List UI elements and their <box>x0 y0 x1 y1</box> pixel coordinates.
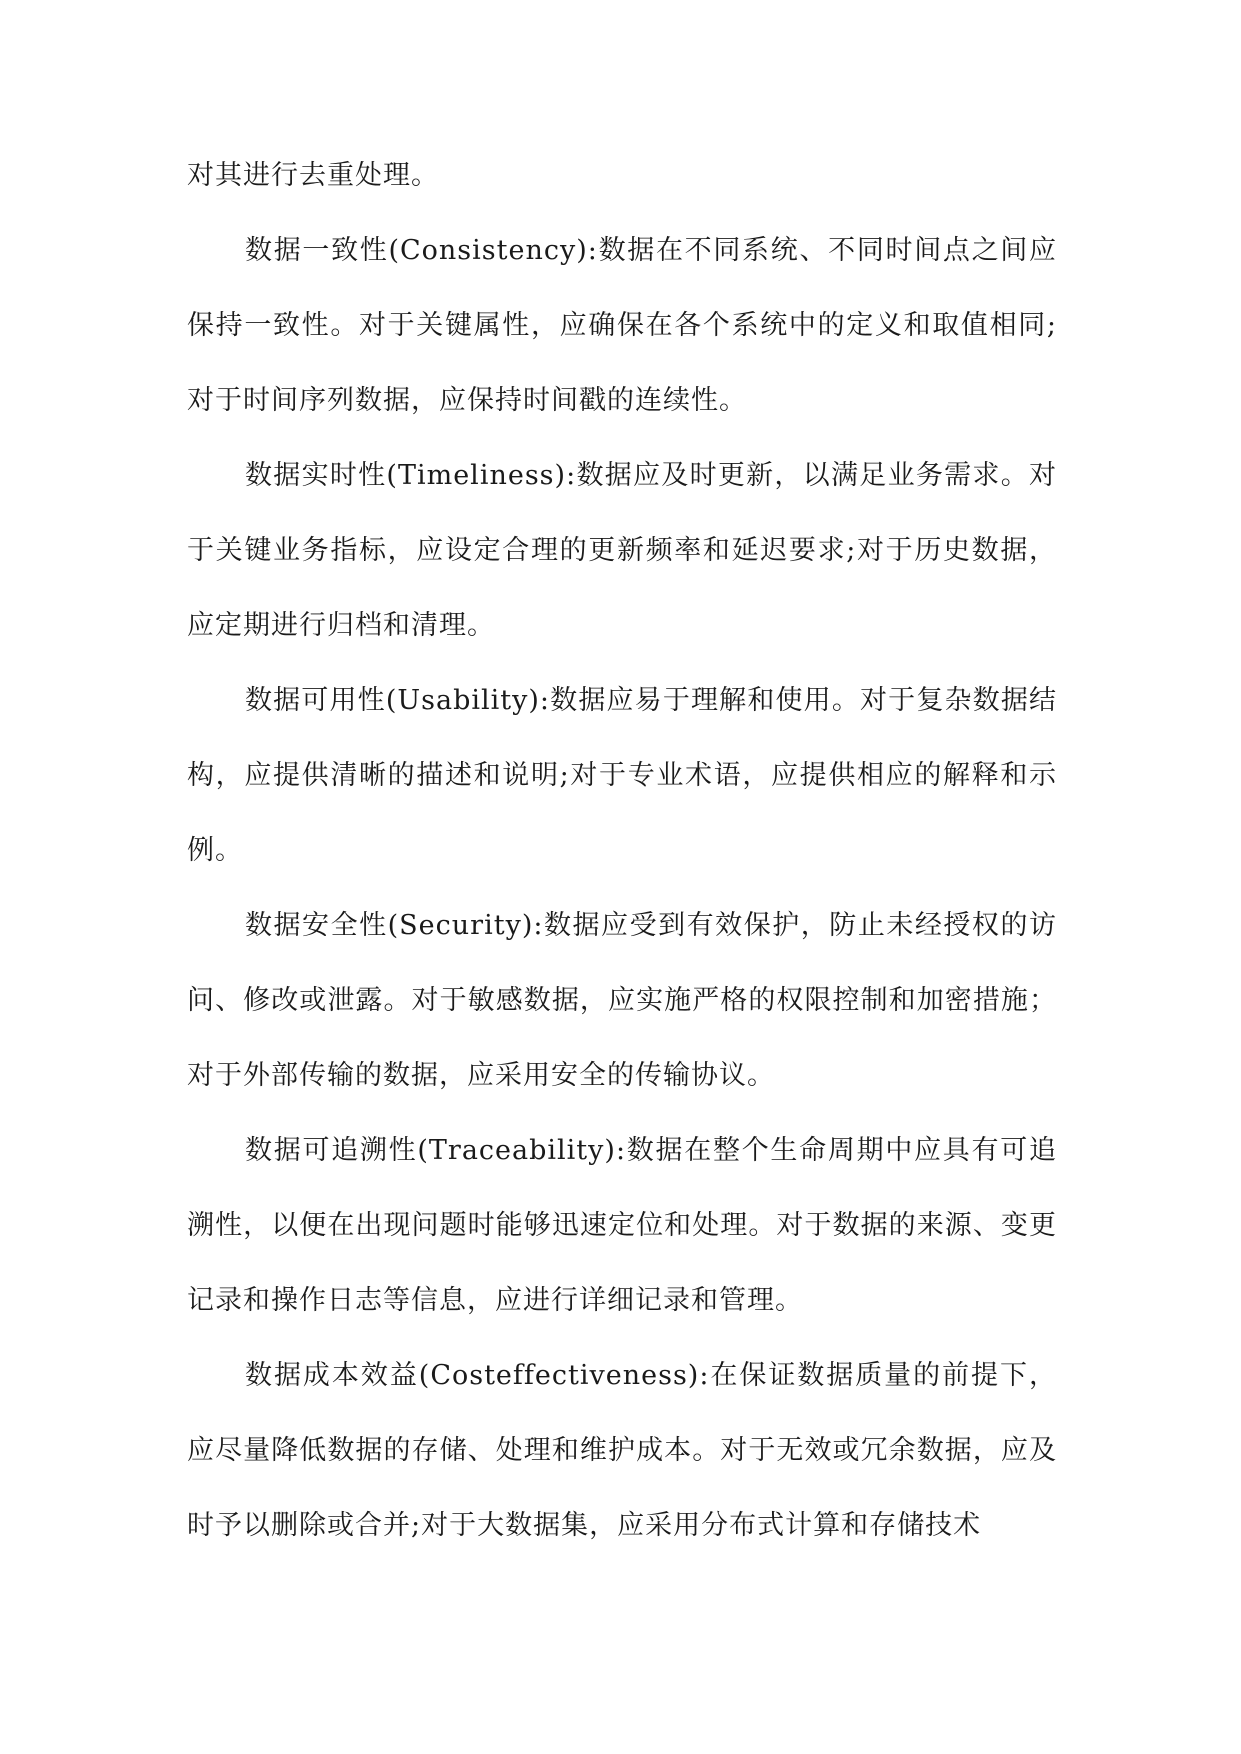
paragraph-timeliness: 数据实时性(Timeliness):数据应及时更新，以满足业务需求。对于关键业务指标，应设定合理的更新频率和延迟要求;对于历史数据，应定期进行归档和清理。 <box>187 460 1057 641</box>
paragraph-traceability: 数据可追溯性(Traceability):数据在整个生命周期中应具有可追溯性，以便在出现问题时能够迅速定位和处理。对于数据的来源、变更记录和操作日志等信息，应进行详细记录和管理。 <box>187 1135 1057 1316</box>
paragraph-consistency: 数据一致性(Consistency):数据在不同系统、不同时间点之间应保持一致性。对于关键属性，应确保在各个系统中的定义和取值相同;对于时间序列数据，应保持时间戳的连续性。 <box>187 235 1057 416</box>
document-body <box>187 138 1057 1563</box>
paragraph-continuation: 对其进行去重处理。 <box>187 160 439 191</box>
paragraph-usability: 数据可用性(Usability):数据应易于理解和使用。对于复杂数据结构，应提供清晰的描述和说明;对于专业术语，应提供相应的解释和示例。 <box>187 685 1057 866</box>
paragraph-security: 数据安全性(Security):数据应受到有效保护，防止未经授权的访问、修改或泄露。对于敏感数据，应实施严格的权限控制和加密措施；对于外部传输的数据，应采用安全的传输协议。 <box>187 910 1057 1091</box>
paragraph-cost-effectiveness: 数据成本效益(Costeffectiveness):在保证数据质量的前提下，应尽量降低数据的存储、处理和维护成本。对于无效或冗余数据，应及时予以删除或合并;对于大数据集，应采用分布式计算和存储技术 <box>187 1360 1057 1541</box>
